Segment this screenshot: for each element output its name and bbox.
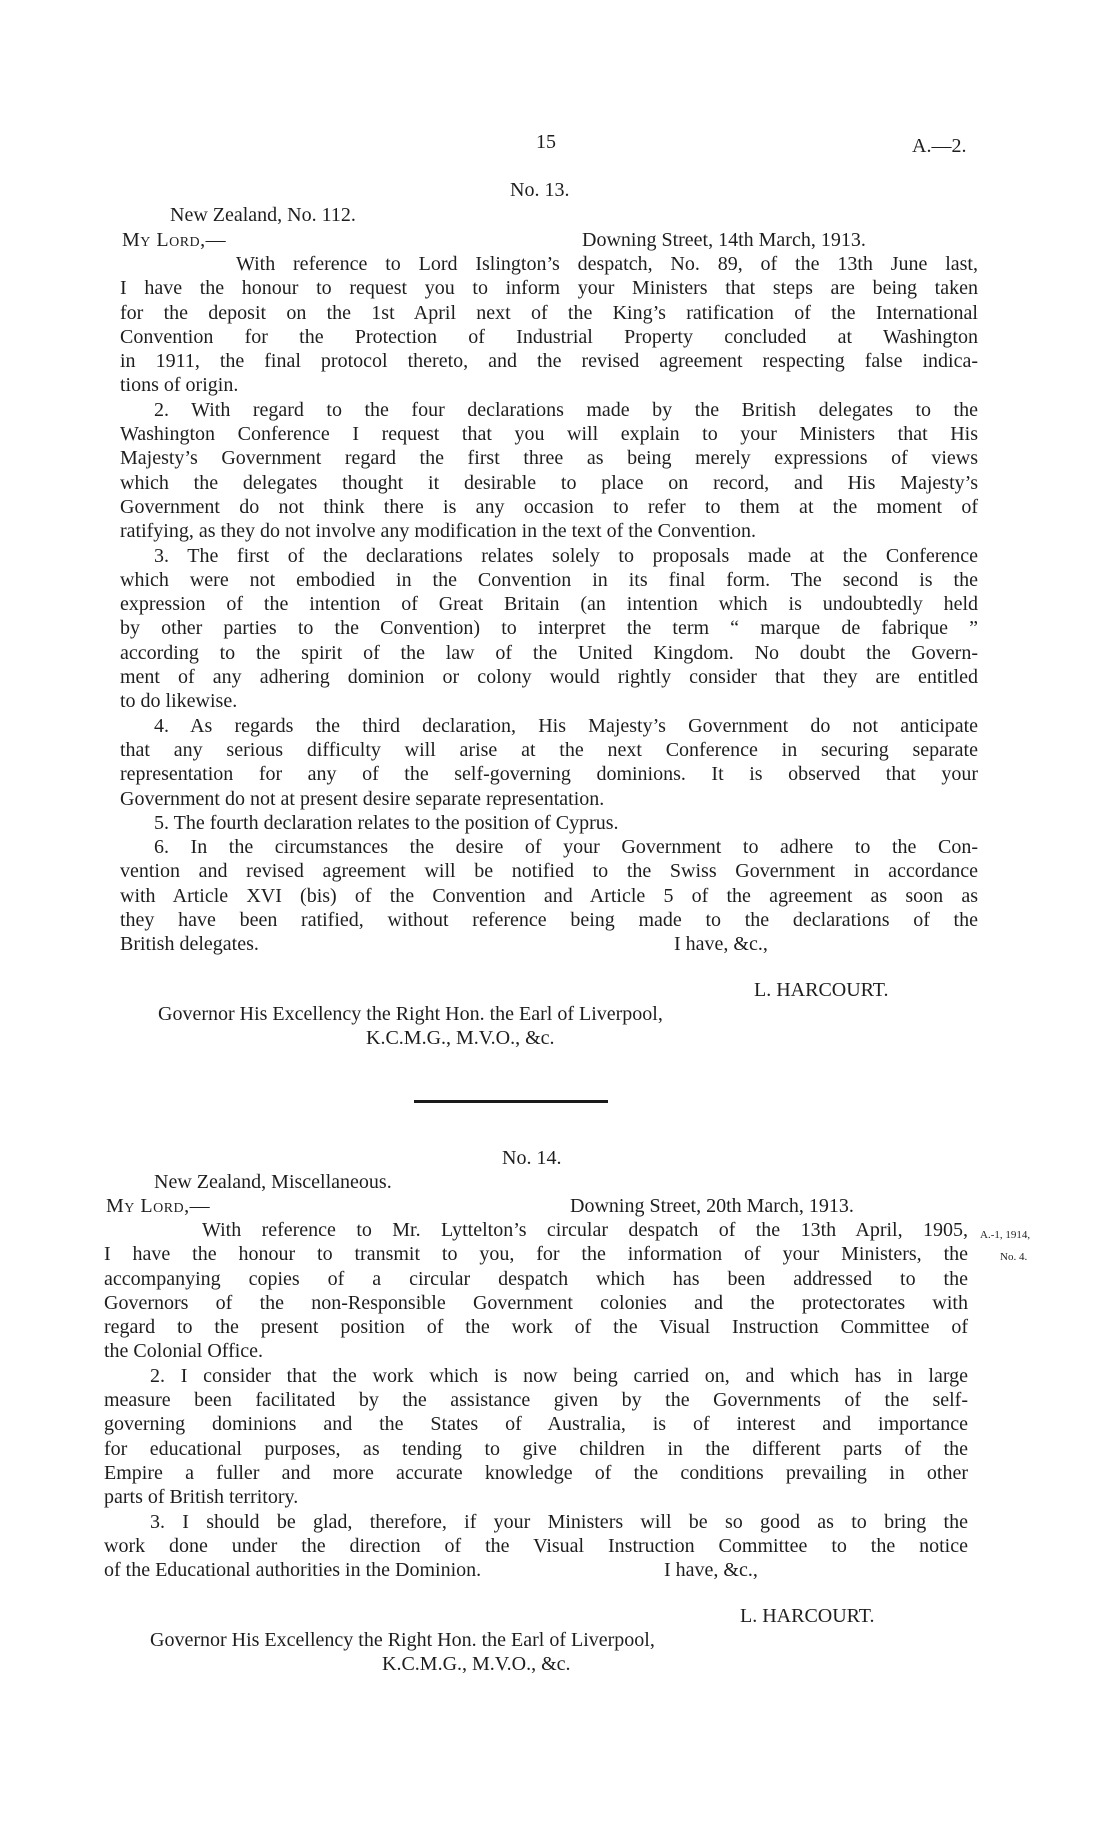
text-line: Government do not at present desire separate representation. [120, 787, 605, 810]
letter-14-salutation: My Lord,— [106, 1195, 211, 1217]
text-line: to do likewise. [120, 690, 238, 713]
text-line: 2. With regard to the four declarations made by the British delegates to the [154, 398, 978, 421]
paragraph [120, 252, 978, 398]
letter-14-body [104, 1218, 968, 1582]
text-line: with Article XVI (bis) of the Convention and Article 5 of the agreement as soon as [120, 884, 978, 907]
text-line: tions of origin. [120, 374, 239, 397]
letter-14-addressee: Governor His Excellency the Right Hon. the Earl of Liverpool, [150, 1629, 655, 1651]
text-line: ratifying, as they do not involve any modification in the text of the Convention. [120, 520, 756, 543]
series-number: A.—2. [912, 135, 967, 157]
text-line: I have the honour to transmit to you, for the information of your Ministers, the [104, 1243, 968, 1266]
text-line: Washington Conference I request that you will explain to your Ministers that His [120, 423, 978, 446]
letter-13-addressee-titles: K.C.M.G., M.V.O., &c. [366, 1027, 555, 1049]
text-line: for the deposit on the 1st April next of the King’s ratification of the International [120, 301, 978, 324]
text-line: which were not embodied in the Convention in its final form. The second is the [120, 568, 978, 591]
closing: I have, &c., [664, 1559, 758, 1582]
paragraph [120, 398, 978, 544]
text-line: With reference to Lord Islington’s despatch, No. 89, of the 13th June last, [236, 253, 978, 275]
paragraph [104, 1218, 968, 1364]
paragraph [120, 714, 978, 811]
paragraph [104, 1364, 968, 1510]
letter-13-reference: New Zealand, No. 112. [170, 204, 356, 226]
closing-line [104, 1558, 968, 1582]
text-line: for educational purposes, as tending to give children in the different parts of the [104, 1437, 968, 1460]
letter-13-signature: L. HARCOURT. [754, 979, 889, 1001]
text-line: governing dominions and the States of Australia, is of interest and importance [104, 1413, 968, 1436]
text-line: I have the honour to request you to inform your Ministers that steps are being taken [120, 277, 978, 300]
paragraph [120, 811, 978, 835]
letter-13-number: No. 13. [510, 179, 570, 201]
text-line: representation for any of the self-governing dominions. It is observed that your [120, 763, 978, 786]
text-line: in 1911, the final protocol thereto, and the revised agreement respecting false indica- [120, 350, 978, 373]
letter-13-body [120, 252, 978, 957]
text-line: which the delegates thought it desirable to place on record, and His Majesty’s [120, 471, 978, 494]
text-line: With reference to Mr. Lyttelton’s circular despatch of the 13th April, 1905, [202, 1219, 968, 1241]
text-line: that any serious difficulty will arise at the next Conference in securing separate [120, 738, 978, 761]
text-line: Majesty’s Government regard the first three as being merely expressions of views [120, 447, 978, 470]
closing-line [120, 932, 978, 956]
text-line: work done under the direction of the Visual Instruction Committee to the notice [104, 1534, 968, 1557]
letter-13-addressee: Governor His Excellency the Right Hon. the Earl of Liverpool, [158, 1003, 663, 1025]
text-line: 2. I consider that the work which is now being carried on, and which has in large [150, 1364, 968, 1387]
text-line: Government do not think there is any occasion to refer to them at the moment of [120, 495, 978, 518]
text-line: vention and revised agreement will be notified to the Swiss Government in accordance [120, 860, 978, 883]
closing: I have, &c., [674, 933, 768, 956]
text-line: 3. I should be glad, therefore, if your Ministers will be so good as to bring the [150, 1510, 968, 1533]
paragraph [104, 1510, 968, 1583]
text-line: Empire a fuller and more accurate knowledge of the conditions prevailing in other [104, 1461, 968, 1484]
text-line: the Colonial Office. [104, 1340, 264, 1363]
text-line: according to the spirit of the law of the United Kingdom. No doubt the Govern- [120, 641, 978, 664]
text-line: 4. As regards the third declaration, His Majesty’s Government do not anticipate [154, 714, 978, 737]
text-line: measure been facilitated by the assistance given by the Governments of the self- [104, 1389, 968, 1412]
letter-14-addressee-titles: K.C.M.G., M.V.O., &c. [382, 1653, 571, 1675]
text-line: of the Educational authorities in the Dominion. [104, 1559, 482, 1582]
letter-14-signature: L. HARCOURT. [740, 1605, 875, 1627]
page-number: 15 [536, 131, 556, 153]
text-line: British delegates. [120, 933, 259, 956]
letter-14-reference: New Zealand, Miscellaneous. [154, 1171, 392, 1193]
text-line: they have been ratified, without reference being made to the declarations of the [120, 909, 978, 932]
paragraph [120, 544, 978, 714]
margin-note-reference: A.-1, 1914, [980, 1229, 1031, 1241]
text-line: regard to the present position of the work of the Visual Instruction Committee of [104, 1316, 968, 1339]
letter-14-place-date: Downing Street, 20th March, 1913. [570, 1195, 854, 1217]
text-line: expression of the intention of Great Britain (an intention which is undoubtedly held [120, 593, 978, 616]
text-line: by other parties to the Convention) to interpret the term “ marque de fabrique ” [120, 617, 978, 640]
text-line: Convention for the Protection of Industrial Property concluded at Washington [120, 325, 978, 348]
text-line: 6. In the circumstances the desire of your Government to adhere to the Con- [154, 836, 978, 859]
text-line: parts of British territory. [104, 1486, 299, 1509]
text-line: accompanying copies of a circular despatch which has been addressed to the [104, 1267, 968, 1290]
letter-14-number: No. 14. [502, 1147, 562, 1169]
text-line: Governors of the non-Responsible Government colonies and the protectorates with [104, 1291, 968, 1314]
text-line: 5. The fourth declaration relates to the position of Cyprus. [154, 811, 619, 834]
paragraph [120, 835, 978, 956]
letter-13-salutation: My Lord,— [122, 229, 227, 251]
text-line: ment of any adhering dominion or colony would rightly consider that they are entitled [120, 666, 978, 689]
margin-note-number: No. 4. [1000, 1251, 1028, 1263]
text-line: 3. The first of the declarations relates solely to proposals made at the Conference [154, 544, 978, 567]
letter-13-place-date: Downing Street, 14th March, 1913. [582, 229, 866, 251]
section-divider [414, 1100, 608, 1103]
